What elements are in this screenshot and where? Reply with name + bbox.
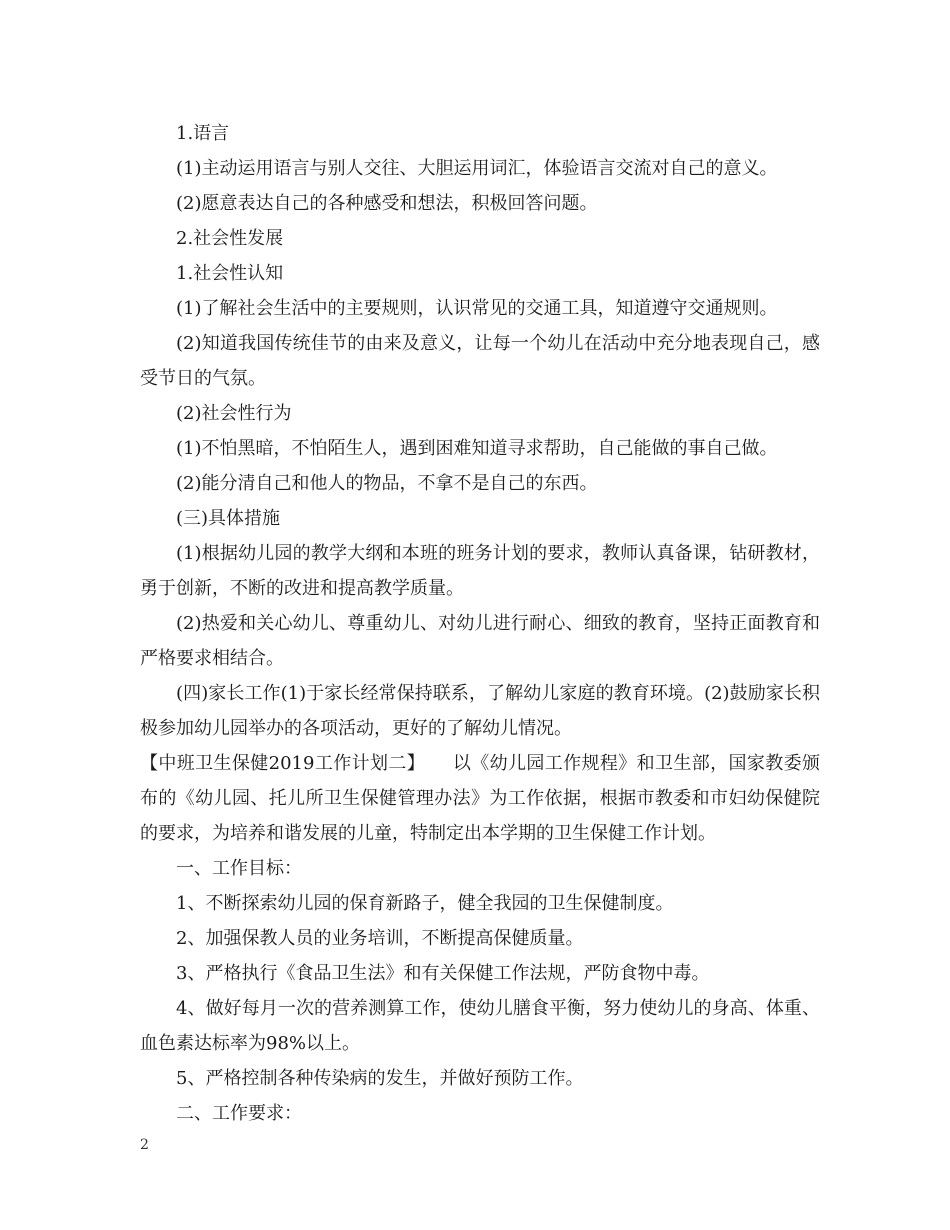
- heading-social-development: 2.社会性发展: [176, 228, 284, 249]
- heading-social-cognition: 1.社会性认知: [176, 263, 284, 284]
- heading-work-goals: 一、工作目标：: [176, 858, 302, 879]
- paragraph: (1)了解社会生活中的主要规则，认识常见的交通工具，知道遵守交通规则。: [176, 298, 778, 319]
- heading-measures: (三)具体措施: [176, 508, 281, 529]
- page-number: 2: [140, 1137, 149, 1153]
- paragraph: (2)知道我国传统佳节的由来及意义，让每一个幼儿在活动中充分地表现自己，感受节日的气氛。: [140, 333, 820, 389]
- heading-language: 1.语言: [176, 123, 230, 144]
- heading-work-requirements: 二、工作要求：: [176, 1103, 302, 1124]
- section-title-plan-two: 【中班卫生保健2019工作计划二】 以《幼儿园工作规程》和卫生部，国家教委颁布的《幼儿园、托儿所卫生保健管理办法》为工作依据，根据市教委和市妇幼保健院的要求，为培养和谐发展的儿童，特制定出本学期的卫生保健工作计划。: [140, 753, 820, 844]
- list-item: 2、加强保教人员的业务培训，不断提高保健质量。: [176, 928, 584, 949]
- heading-social-behavior: (2)社会性行为: [176, 403, 292, 424]
- list-item: 4、做好每月一次的营养测算工作，使幼儿膳食平衡，努力使幼儿的身高、体重、血色素达标率为98%以上。: [140, 998, 820, 1054]
- paragraph: (1)不怕黑暗，不怕陌生人，遇到困难知道寻求帮助，自己能做的事自己做。: [176, 438, 778, 459]
- list-item: 3、严格执行《食品卫生法》和有关保健工作法规，严防食物中毒。: [176, 963, 710, 984]
- paragraph: (2)愿意表达自己的各种感受和想法，积极回答问题。: [176, 193, 598, 214]
- paragraph: (1)主动运用语言与别人交往、大胆运用词汇，体验语言交流对自己的意义。: [176, 158, 778, 179]
- list-item: 5、严格控制各种传染病的发生，并做好预防工作。: [176, 1068, 584, 1089]
- paragraph: (2)热爱和关心幼儿、尊重幼儿、对幼儿进行耐心、细致的教育，坚持正面教育和严格要求相结合。: [140, 613, 820, 669]
- paragraph: (四)家长工作(1)于家长经常保持联系，了解幼儿家庭的教育环境。(2)鼓励家长积极参加幼儿园举办的各项活动，更好的了解幼儿情况。: [140, 683, 820, 739]
- paragraph: (2)能分清自己和他人的物品，不拿不是自己的东西。: [176, 473, 598, 494]
- paragraph: (1)根据幼儿园的教学大纲和本班的班务计划的要求，教师认真备课，钻研教材，勇于创新，不断的改进和提高教学质量。: [140, 543, 820, 599]
- list-item: 1、不断探索幼儿园的保育新路子，健全我园的卫生保健制度。: [176, 893, 674, 914]
- document-body: [140, 116, 820, 1131]
